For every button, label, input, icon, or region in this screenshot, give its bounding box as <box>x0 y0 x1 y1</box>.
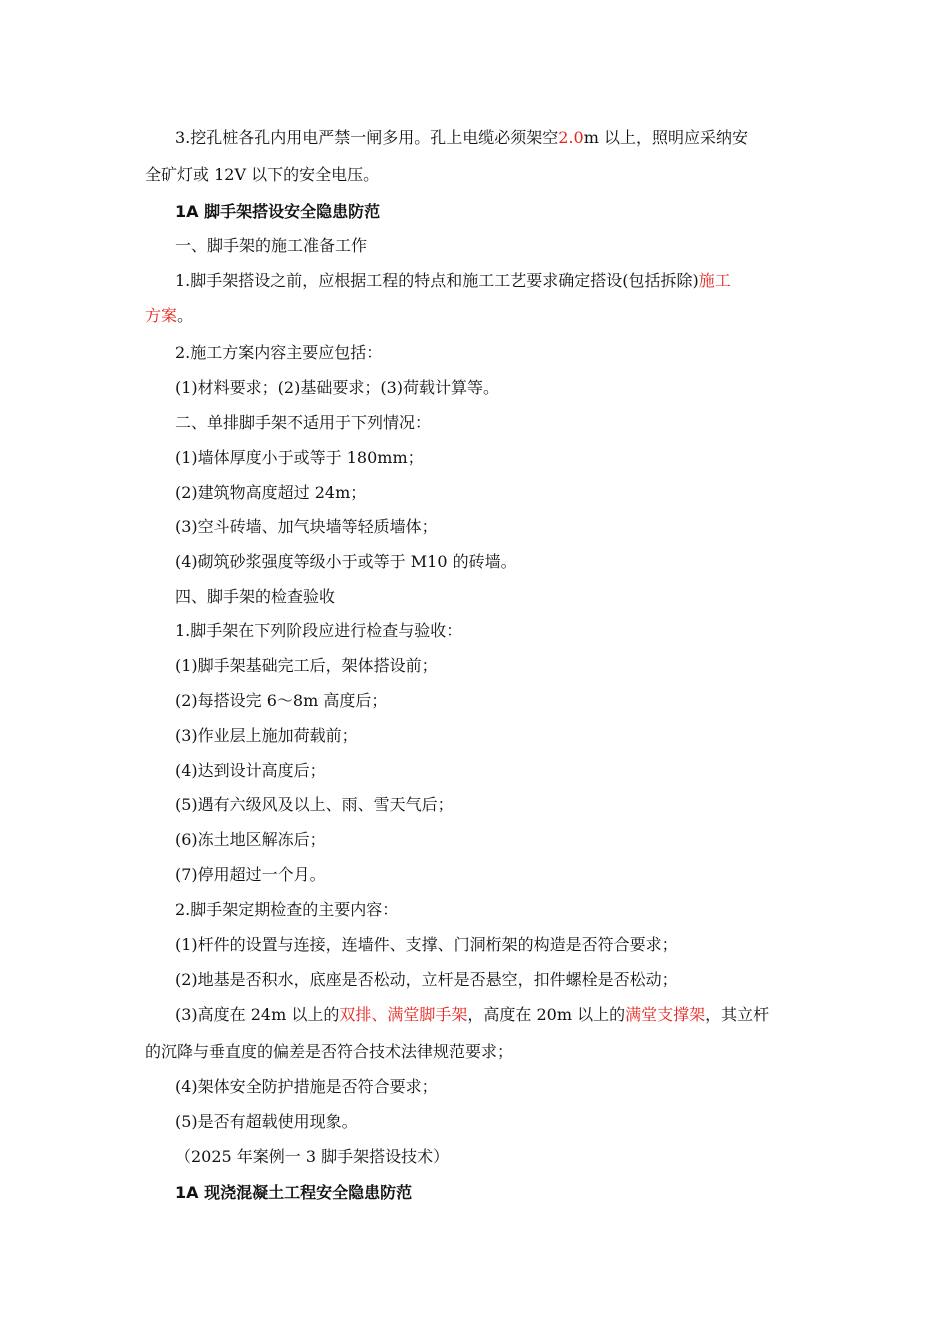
text-run: m 以上，照明应采纳安 <box>583 128 748 147</box>
section-heading: 1A 脚手架搭设安全隐患防范 <box>175 202 381 221</box>
list-item <box>0 1004 950 1026</box>
list-item: (2)地基是否积水，底座是否松动，立杆是否悬空，扣件螺栓是否松动； <box>175 970 678 989</box>
paragraph: 2.施工方案内容主要应包括： <box>175 343 383 362</box>
paragraph-plan <box>0 270 950 292</box>
list-item: (1)脚手架基础完工后，架体搭设前； <box>175 656 438 675</box>
list-item: (4)达到设计高度后； <box>175 761 326 780</box>
list-item: (7)停用超过一个月。 <box>175 865 326 884</box>
list-item: (2)建筑物高度超过 24m； <box>175 483 367 502</box>
list-item: (4)砌筑砂浆强度等级小于或等于 M10 的砖墙。 <box>175 552 517 571</box>
highlight-text: 方案 <box>145 306 178 325</box>
paragraph-continuation <box>0 305 950 327</box>
subsection-heading: 一、脚手架的施工准备工作 <box>175 236 368 255</box>
list-item: (1)杆件的设置与连接，连墙件、支撑、门洞桁架的构造是否符合要求； <box>175 935 678 954</box>
list-item: (2)每搭设完 6～8m 高度后； <box>175 691 388 710</box>
text-run: 。 <box>177 306 194 325</box>
paragraph: 1.脚手架在下列阶段应进行检查与验收： <box>175 621 463 640</box>
paragraph-continuation: 全矿灯或 12V 以下的安全电压。 <box>145 165 380 184</box>
list-item: (6)冻土地区解冻后； <box>175 830 326 849</box>
list-item: (3)作业层上施加荷载前； <box>175 726 358 745</box>
highlight-text: 2.0 <box>558 128 584 147</box>
list-item: (5)是否有超载使用现象。 <box>175 1112 358 1131</box>
text-run: 3.挖孔桩各孔内用电严禁一闸多用。孔上电缆必须架空 <box>175 128 559 147</box>
highlight-text: 双排、满堂脚手架 <box>339 1005 468 1024</box>
section-heading: 1A 现浇混凝土工程安全隐患防范 <box>175 1183 413 1202</box>
subsection-heading: 二、单排脚手架不适用于下列情况： <box>175 413 432 432</box>
text-run: (3)高度在 24m 以上的 <box>175 1005 340 1024</box>
highlight-text: 满堂支撑架 <box>625 1005 706 1024</box>
text-run: 1.脚手架搭设之前，应根据工程的特点和施工工艺要求确定搭设(包括拆除) <box>175 271 699 290</box>
highlight-text: 施工 <box>698 271 731 290</box>
paragraph-continuation: 的沉降与垂直度的偏差是否符合技术法律规范要求； <box>145 1042 514 1061</box>
list-item: (5)遇有六级风及以上、雨、雪天气后； <box>175 795 454 814</box>
list-item: (4)架体安全防护措施是否符合要求； <box>175 1077 438 1096</box>
text-run: ，高度在 20m 以上的 <box>467 1005 626 1024</box>
subsection-heading: 四、脚手架的检查验收 <box>175 587 336 606</box>
text-run: ，其立杆 <box>705 1005 770 1024</box>
reference-note: （2025 年案例一 3 脚手架搭设技术） <box>175 1147 450 1166</box>
paragraph-dig-pile-electricity <box>0 127 950 149</box>
paragraph: (1)材料要求；(2)基础要求；(3)荷载计算等。 <box>175 378 499 397</box>
paragraph: 2.脚手架定期检查的主要内容： <box>175 900 399 919</box>
list-item: (1)墙体厚度小于或等于 180mm； <box>175 448 424 467</box>
list-item: (3)空斗砖墙、加气块墙等轻质墙体； <box>175 517 438 536</box>
